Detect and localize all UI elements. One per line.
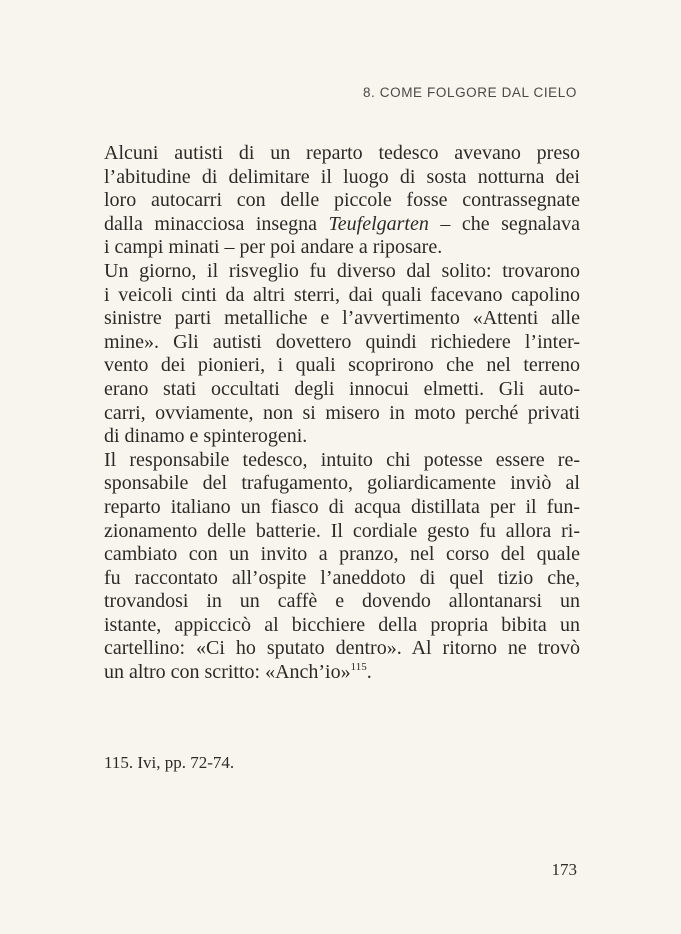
text-line: [104, 590, 580, 614]
paragraph: [104, 142, 580, 260]
line-text: Il responsabile tedesco, intuito chi potesse essere re-: [104, 448, 580, 471]
line-text: sponsabile del trafugamento, goliardicamente inviò al: [104, 472, 580, 495]
italic-term: Teufelgarten: [328, 212, 429, 235]
text-line: [104, 520, 580, 544]
line-text: fu raccontato all’ospite l’aneddoto di quel tizio che,: [104, 566, 580, 589]
line-text: i campi minati – per poi andare a riposare.: [104, 236, 443, 259]
text-line: [104, 449, 580, 473]
line-text: – che segnalava: [428, 212, 580, 235]
page-number: 173: [551, 860, 577, 879]
footnote-ref: 115: [350, 661, 367, 674]
text-line: [104, 213, 580, 237]
text-line: [104, 425, 580, 449]
line-text: un altro con scritto: «Anch’io»: [104, 661, 351, 684]
line-text: cambiato con un invito a pranzo, nel corso del quale: [104, 543, 580, 566]
paragraph: [104, 449, 580, 685]
line-text: i veicoli cinti da altri sterri, dai quali facevano capolino: [104, 283, 580, 306]
line-text: loro autocarri con delle piccole fosse contrassegnate: [104, 189, 580, 212]
text-line: [104, 402, 580, 426]
line-text: trovandosi in un caffè e dovendo allontanarsi un: [104, 590, 580, 613]
body-text: [104, 142, 580, 685]
line-text: Alcuni autisti di un reparto tedesco avevano preso: [104, 142, 580, 164]
line-text: sinistre parti metalliche e l’avvertimento «Attenti alle: [104, 307, 580, 330]
line-text: dalla minacciosa insegna: [104, 212, 329, 235]
line-text: vento dei pionieri, i quali scoprirono che nel terreno: [104, 354, 580, 377]
footnote: 115. Ivi, pp. 72-74.: [104, 753, 235, 772]
paragraph: [104, 260, 580, 449]
text-line: [104, 472, 580, 496]
line-text: cartellino: «Ci ho sputato dentro». Al ritorno ne trovò: [104, 637, 580, 660]
text-line: [104, 378, 580, 402]
text-line: [104, 354, 580, 378]
line-text: mine». Gli autisti dovettero quindi richiedere l’inter-: [104, 330, 580, 353]
text-line: [104, 637, 580, 661]
line-text: carri, ovviamente, non si misero in moto perché privati: [104, 401, 580, 424]
text-line: [104, 142, 580, 166]
text-line: [104, 307, 580, 331]
line-text: l’abitudine di delimitare il luogo di sosta notturna dei: [104, 165, 580, 188]
text-line: [104, 614, 580, 638]
line-text: Un giorno, il risveglio fu diverso dal solito: trovarono: [104, 259, 580, 282]
text-line: [104, 567, 580, 591]
text-line: [104, 189, 580, 213]
running-head: 8. COME FOLGORE DAL CIELO: [362, 85, 577, 100]
text-line: [104, 260, 580, 284]
line-text: zionamento delle batterie. Il cordiale gesto fu allora ri-: [104, 519, 580, 542]
text-line: [104, 331, 580, 355]
line-text: reparto italiano un fiasco di acqua distillata per il fun-: [104, 495, 580, 518]
text-line: [104, 543, 580, 567]
line-text: istante, appiccicò al bicchiere della propria bibita un: [104, 613, 580, 636]
line-text: di dinamo e spinterogeni.: [104, 425, 308, 448]
line-text: .: [366, 661, 372, 684]
text-line: [104, 284, 580, 308]
text-line: [104, 236, 580, 260]
text-line: [104, 166, 580, 190]
text-line: [104, 496, 580, 520]
text-line: [104, 661, 580, 685]
line-text: erano stati occultati degli innocui elmetti. Gli auto-: [104, 377, 580, 400]
